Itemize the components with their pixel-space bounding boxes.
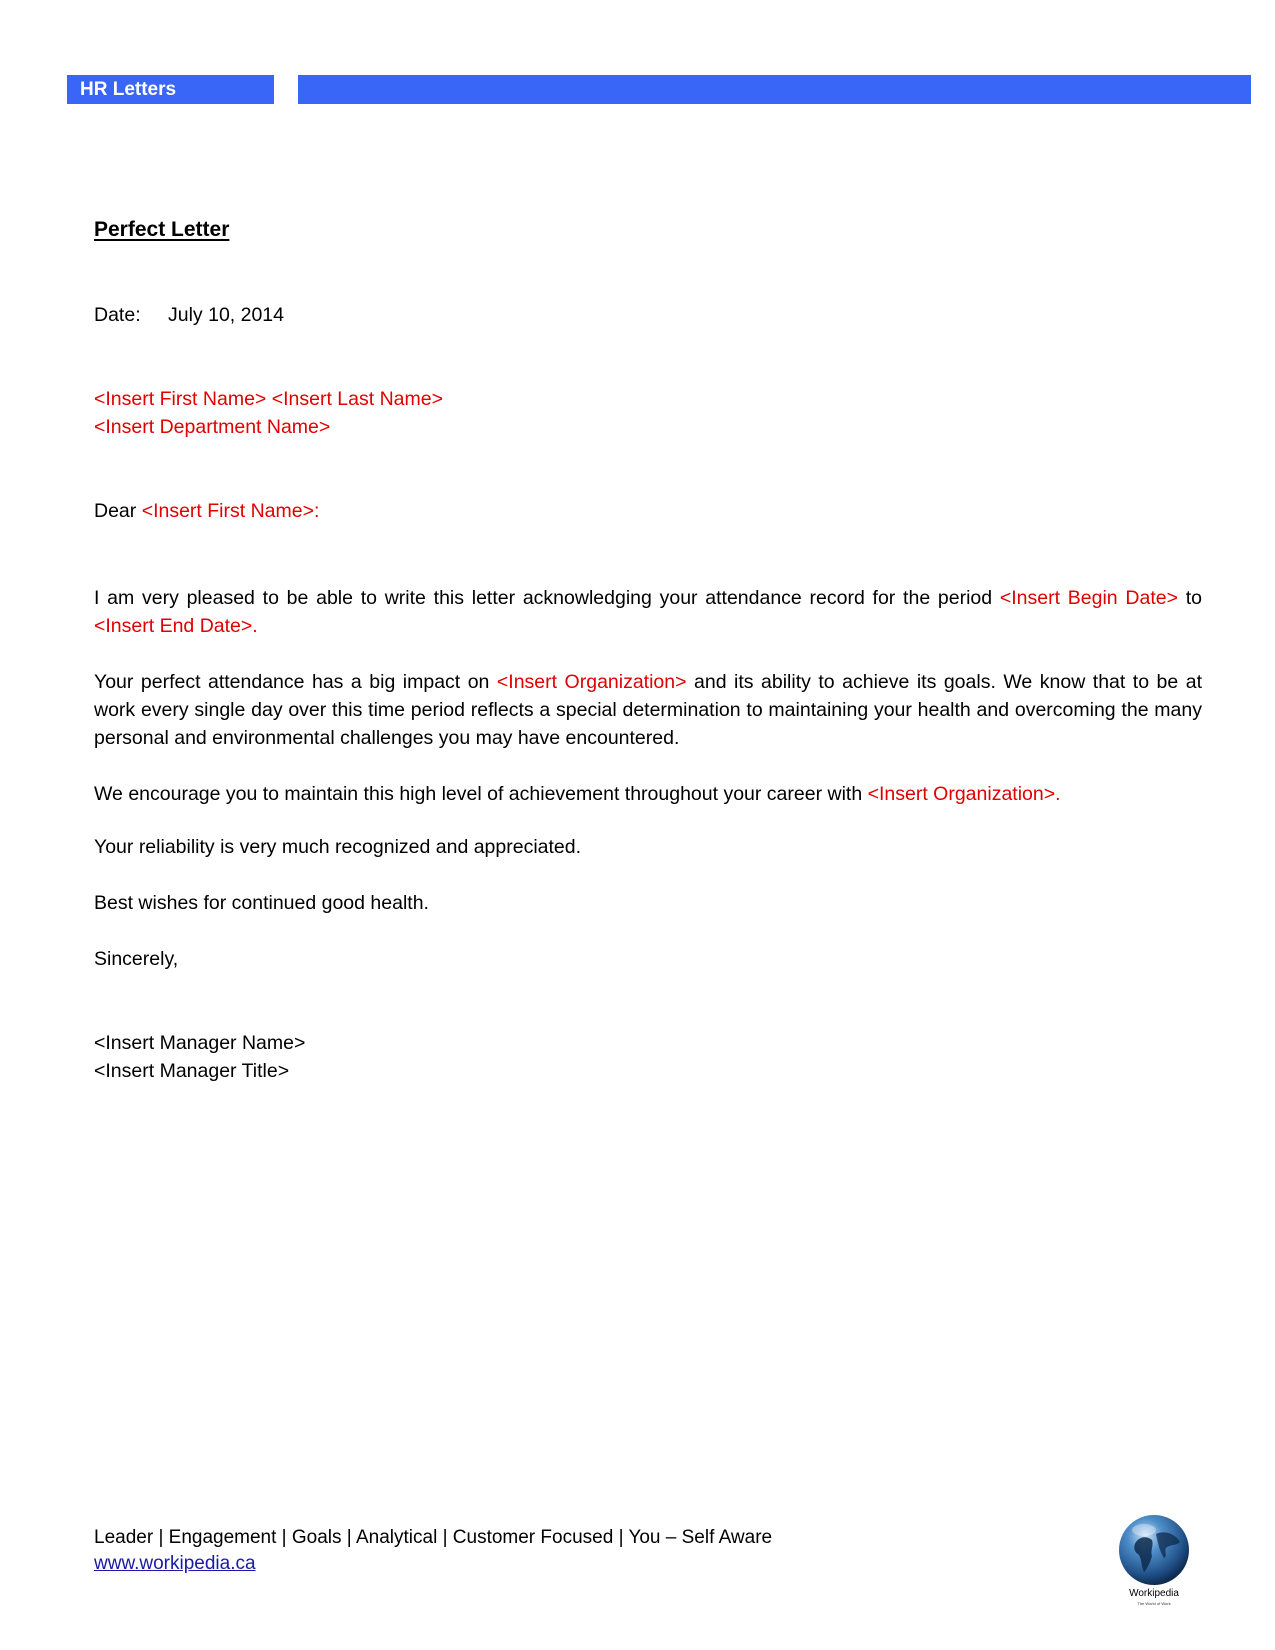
paragraph-impact	[94, 668, 1202, 752]
header-section-bar	[67, 75, 274, 104]
paragraph-encouragement	[94, 780, 1202, 808]
logo-name: Workipedia	[1129, 1588, 1179, 1599]
paragraph2-text-b: and its ability to achieve its goals. We know that to be at work every single day over this time period reflects a special determination to maintaining your health and overcoming the many personal and environmental challenges you may have encountered.	[94, 671, 1202, 749]
organization-placeholder: <Insert Organization>.	[867, 783, 1061, 805]
workipedia-logo	[1114, 1512, 1194, 1612]
manager-name-placeholder: <Insert Manager Name>	[94, 1032, 306, 1054]
letter-title: Perfect Letter	[94, 218, 230, 241]
manager-title-placeholder: <Insert Manager Title>	[94, 1060, 290, 1082]
closing: Sincerely,	[94, 948, 179, 970]
salutation	[94, 500, 319, 523]
organization-placeholder: <Insert Organization>	[496, 671, 687, 693]
header-accent-bar	[298, 75, 1251, 104]
header-section-label: HR Letters	[80, 79, 177, 100]
paragraph2-text-a: Your perfect attendance has a big impact on	[94, 671, 497, 693]
paragraph-recognition: Your reliability is very much recognized and appreciated.	[94, 836, 582, 858]
paragraph-acknowledgement	[94, 584, 1202, 640]
date-line	[94, 304, 284, 327]
salutation-name: <Insert First Name>:	[141, 500, 320, 522]
recipient-department: <Insert Department Name>	[94, 416, 331, 438]
globe-icon	[1114, 1512, 1194, 1588]
paragraph-wishes: Best wishes for continued good health.	[94, 892, 429, 914]
begin-date-placeholder: <Insert Begin Date>	[999, 587, 1178, 609]
logo-subtitle: The World of Work	[1137, 1601, 1171, 1606]
date-label: Date:	[94, 304, 141, 326]
paragraph1-text: I am very pleased to be able to write this letter acknowledging your attendance record for the period	[94, 587, 1000, 609]
paragraph3-text: We encourage you to maintain this high level of achievement throughout your career with	[94, 783, 868, 805]
salutation-prefix: Dear	[94, 500, 142, 522]
recipient-first-name: <Insert First Name>	[94, 388, 267, 410]
end-date-placeholder: <Insert End Date>.	[94, 615, 258, 637]
date-value: July 10, 2014	[168, 304, 285, 326]
paragraph1-connector: to	[1177, 587, 1202, 609]
recipient-name-line	[94, 388, 443, 411]
footer-tagline: Leader | Engagement | Goals | Analytical | Customer Focused | You – Self Aware	[94, 1527, 773, 1548]
recipient-last-name: <Insert Last Name>	[271, 388, 443, 410]
footer-website-link[interactable]: www.workipedia.ca	[94, 1553, 256, 1574]
